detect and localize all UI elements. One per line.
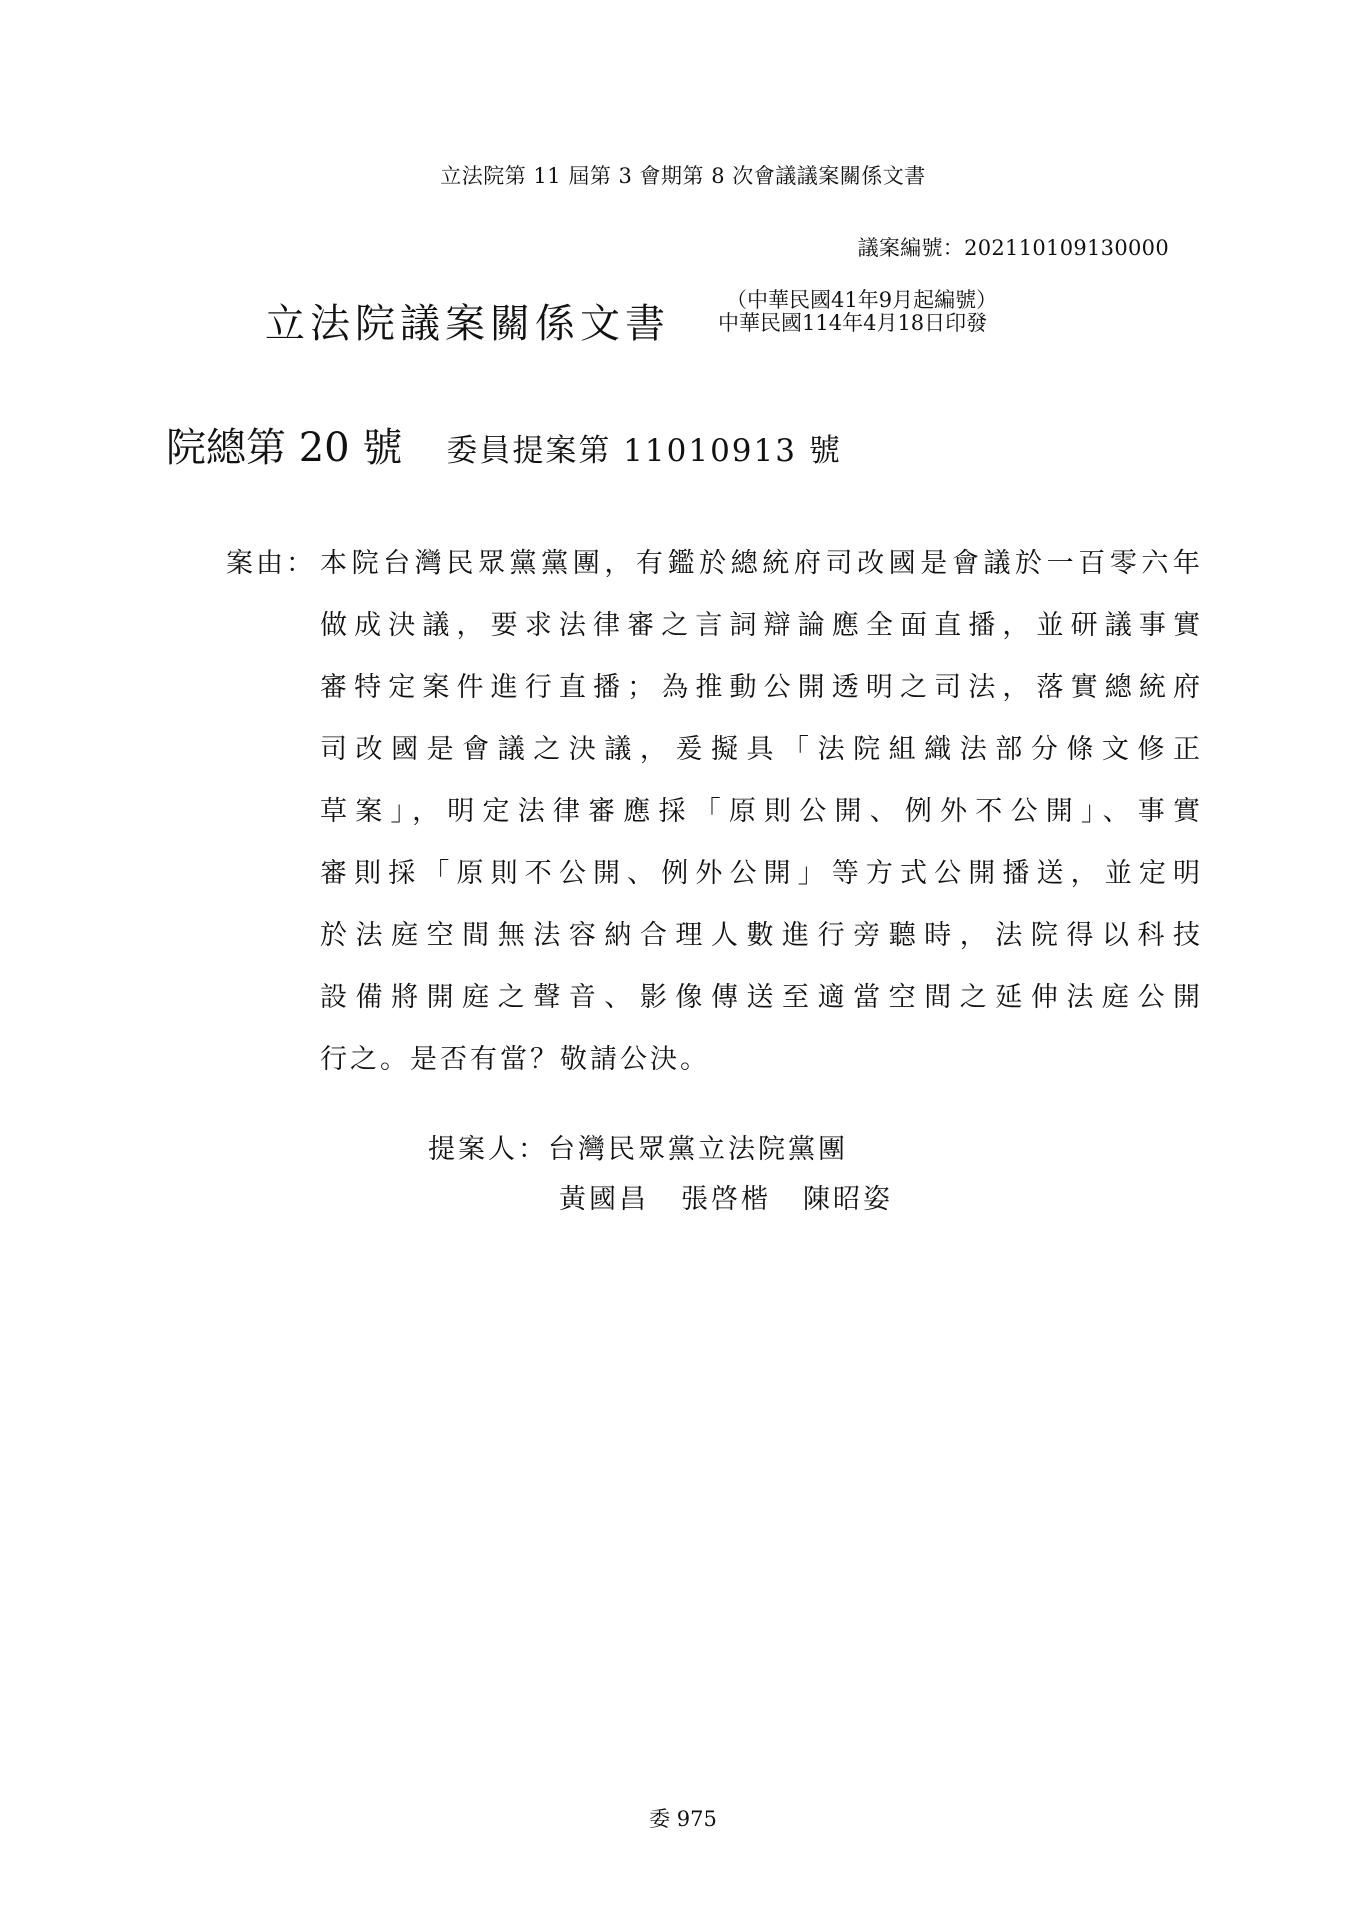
- subject-line: 審則採「原則不公開、例外公開」等方式公開播送，並定明: [320, 858, 1200, 889]
- subject-line: 做成決議，要求法律審之言詞辯論應全面直播，並研議事實: [320, 610, 1200, 641]
- subject-line: 草案」，明定法律審應採「原則公開、例外不公開」、事實: [320, 796, 1200, 827]
- subject-line: 審特定案件進行直播；為推動公開透明之司法，落實總統府: [320, 672, 1200, 703]
- proposer-name: 黃國昌: [559, 1184, 649, 1215]
- subject-line: 司改國是會議之決議，爰擬具「法院組織法部分條文修正: [320, 734, 1200, 765]
- print-date: 中華民國114年4月18日印發: [718, 311, 988, 335]
- proposer-name: 陳昭姿: [803, 1184, 893, 1215]
- subject-text: [320, 541, 1200, 1099]
- proposer-names: [559, 1177, 893, 1216]
- subject-label: 案由：: [226, 548, 316, 579]
- subject-line: 設備將開庭之聲音、影像傳送至適當空間之延伸法庭公開: [320, 982, 1200, 1013]
- edition-info: [718, 289, 997, 335]
- page-number: 委 975: [649, 1807, 717, 1831]
- committee-proposal-number: 委員提案第 11010913 號: [446, 433, 842, 469]
- edition-numbering-note: （中華民國41年9月起編號）: [726, 288, 998, 312]
- proposer-name: 張啓楷: [681, 1184, 771, 1215]
- docket-numbers: [166, 416, 842, 473]
- proposer-caucus: 提案人：台灣民眾黨立法院黨團: [428, 1134, 848, 1165]
- subject-line: 本院台灣民眾黨黨團，有鑑於總統府司改國是會議於一百零六年: [320, 548, 1200, 579]
- yuan-docket-number: 院總第 20 號: [166, 425, 403, 471]
- subject-line: 行之。是否有當？敬請公決。: [320, 1044, 710, 1075]
- document-title: 立法院議案關係文書: [265, 301, 670, 347]
- running-header: 立法院第 11 屆第 3 會期第 8 次會議議案關係文書: [440, 164, 926, 188]
- bill-number: 議案編號：202110109130000: [857, 236, 1169, 260]
- subject-line: 於法庭空間無法容納合理人數進行旁聽時，法院得以科技: [320, 920, 1200, 951]
